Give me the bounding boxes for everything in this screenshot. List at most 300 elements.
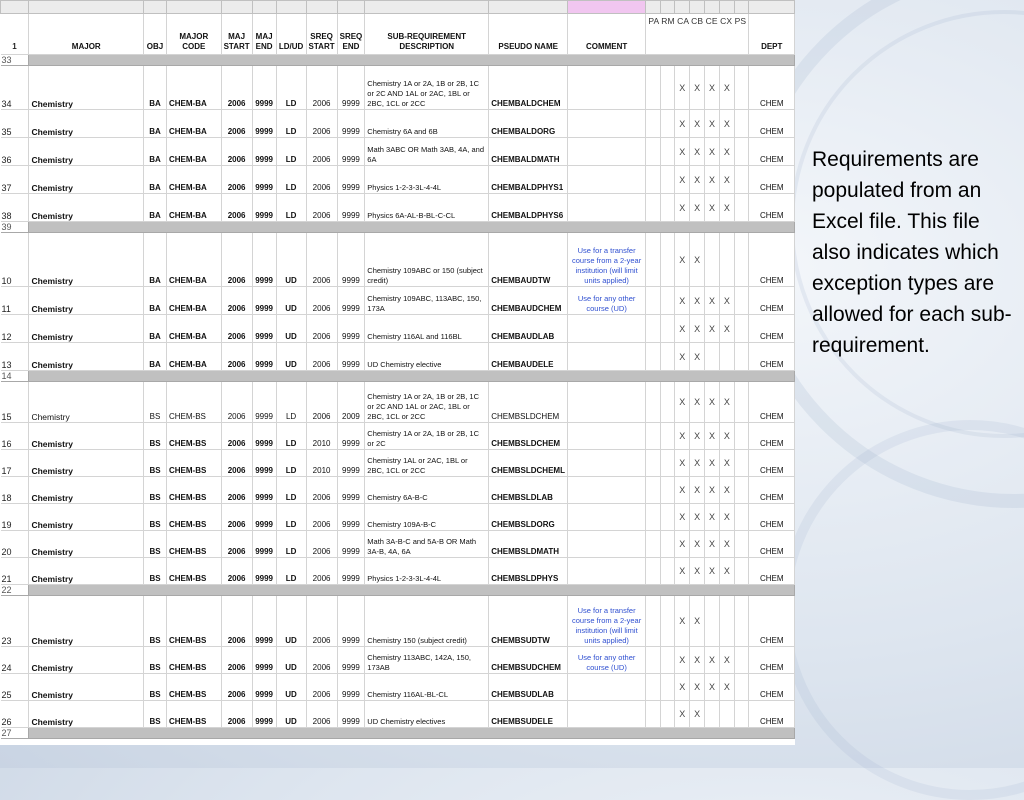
cell-exception-flag[interactable]: X xyxy=(719,674,734,701)
cell-sreq-end[interactable]: 9999 xyxy=(337,647,365,674)
column-letter[interactable] xyxy=(306,1,337,14)
cell-subreq-desc[interactable]: Chemistry 116AL and 116BL xyxy=(365,315,489,343)
cell-ld-ud[interactable]: LD xyxy=(276,423,306,450)
cell-subreq-desc[interactable]: Chemistry 109A-B-C xyxy=(365,504,489,531)
cell-obj[interactable]: BS xyxy=(144,701,167,728)
cell-exception-flag[interactable]: X xyxy=(675,66,690,110)
cell-exception-flag[interactable] xyxy=(646,138,661,166)
cell-exception-flag[interactable]: X xyxy=(719,450,734,477)
cell-sreq-start[interactable]: 2010 xyxy=(306,450,337,477)
header-maj-end[interactable]: MAJ END xyxy=(252,14,276,55)
row-number[interactable]: 27 xyxy=(1,728,29,739)
cell-maj-end[interactable]: 9999 xyxy=(252,66,276,110)
cell-exception-flag[interactable]: X xyxy=(690,166,705,194)
cell-dept[interactable]: CHEM xyxy=(749,166,795,194)
column-letter[interactable] xyxy=(705,1,720,14)
cell-exception-flag[interactable]: X xyxy=(690,138,705,166)
cell-exception-flag[interactable] xyxy=(646,287,661,315)
cell-exception-flag[interactable] xyxy=(719,596,734,647)
cell-comment[interactable] xyxy=(568,674,646,701)
cell-exception-flag[interactable] xyxy=(660,647,675,674)
cell-sreq-start[interactable]: 2006 xyxy=(306,674,337,701)
cell-ld-ud[interactable]: LD xyxy=(276,477,306,504)
cell-comment[interactable] xyxy=(568,343,646,371)
cell-exception-flag[interactable] xyxy=(660,315,675,343)
cell-maj-start[interactable]: 2006 xyxy=(221,66,252,110)
cell-maj-end[interactable]: 9999 xyxy=(252,504,276,531)
cell-exception-flag[interactable] xyxy=(719,701,734,728)
cell-major[interactable]: Chemistry xyxy=(29,504,144,531)
cell-maj-end[interactable]: 9999 xyxy=(252,423,276,450)
cell-exception-flag[interactable] xyxy=(734,504,749,531)
cell-ld-ud[interactable]: LD xyxy=(276,66,306,110)
cell-major-code[interactable]: CHEM-BA xyxy=(166,66,221,110)
cell-exception-flag[interactable] xyxy=(660,382,675,423)
cell-exception-flag[interactable]: X xyxy=(690,194,705,222)
cell-exception-flag[interactable] xyxy=(734,233,749,287)
cell-pseudo-name[interactable]: CHEMBSLDMATH xyxy=(489,531,568,558)
cell-exception-flag[interactable] xyxy=(660,596,675,647)
cell-obj[interactable]: BS xyxy=(144,674,167,701)
cell-exception-flag[interactable] xyxy=(734,450,749,477)
cell-exception-flag[interactable] xyxy=(705,343,720,371)
cell-subreq-desc[interactable]: UD Chemistry electives xyxy=(365,701,489,728)
cell-exception-flag[interactable]: X xyxy=(675,233,690,287)
cell-sreq-end[interactable]: 9999 xyxy=(337,194,365,222)
cell-comment[interactable] xyxy=(568,450,646,477)
cell-exception-flag[interactable]: X xyxy=(690,287,705,315)
cell-maj-start[interactable]: 2006 xyxy=(221,166,252,194)
cell-exception-flag[interactable]: X xyxy=(705,194,720,222)
cell-ld-ud[interactable]: LD xyxy=(276,558,306,585)
row-number[interactable]: 33 xyxy=(1,55,29,66)
cell-major-code[interactable]: CHEM-BS xyxy=(166,531,221,558)
row-number[interactable]: 1 xyxy=(1,14,29,55)
cell-obj[interactable]: BA xyxy=(144,287,167,315)
cell-sreq-end[interactable]: 9999 xyxy=(337,287,365,315)
cell-exception-flag[interactable] xyxy=(734,343,749,371)
column-letter[interactable] xyxy=(660,1,675,14)
header-ld-ud[interactable]: LD/UD xyxy=(276,14,306,55)
cell-exception-flag[interactable]: X xyxy=(705,674,720,701)
cell-dept[interactable]: CHEM xyxy=(749,674,795,701)
cell-exception-flag[interactable] xyxy=(705,596,720,647)
cell-maj-end[interactable]: 9999 xyxy=(252,110,276,138)
cell-major[interactable]: Chemistry xyxy=(29,596,144,647)
cell-pseudo-name[interactable]: CHEMBSUDCHEM xyxy=(489,647,568,674)
cell-exception-flag[interactable] xyxy=(660,194,675,222)
cell-exception-flag[interactable] xyxy=(734,166,749,194)
row-number[interactable]: 38 xyxy=(1,194,29,222)
cell-maj-end[interactable]: 9999 xyxy=(252,382,276,423)
cell-exception-flag[interactable] xyxy=(734,596,749,647)
row-number[interactable]: 19 xyxy=(1,504,29,531)
cell-exception-flag[interactable] xyxy=(734,66,749,110)
header-exception-types[interactable]: PA RM CA CB CE CX PS xyxy=(646,14,749,55)
row-number[interactable]: 10 xyxy=(1,233,29,287)
header-sreq-end[interactable]: SREQ END xyxy=(337,14,365,55)
cell-exception-flag[interactable]: X xyxy=(705,382,720,423)
cell-subreq-desc[interactable]: Chemistry 109ABC, 113ABC, 150, 173A xyxy=(365,287,489,315)
cell-exception-flag[interactable] xyxy=(646,166,661,194)
cell-sreq-start[interactable]: 2006 xyxy=(306,596,337,647)
cell-dept[interactable]: CHEM xyxy=(749,382,795,423)
cell-major-code[interactable]: CHEM-BA xyxy=(166,110,221,138)
cell-maj-start[interactable]: 2006 xyxy=(221,423,252,450)
column-letter[interactable] xyxy=(489,1,568,14)
cell-maj-end[interactable]: 9999 xyxy=(252,450,276,477)
cell-obj[interactable]: BA xyxy=(144,315,167,343)
cell-pseudo-name[interactable]: CHEMBAUDLAB xyxy=(489,315,568,343)
cell-ld-ud[interactable]: UD xyxy=(276,315,306,343)
cell-sreq-end[interactable]: 9999 xyxy=(337,423,365,450)
cell-exception-flag[interactable] xyxy=(660,423,675,450)
cell-exception-flag[interactable]: X xyxy=(675,166,690,194)
cell-dept[interactable]: CHEM xyxy=(749,138,795,166)
cell-ld-ud[interactable]: LD xyxy=(276,382,306,423)
cell-comment[interactable]: Use for a transfer course from a 2-year institution (will limit units applied) xyxy=(568,596,646,647)
cell-major[interactable]: Chemistry xyxy=(29,674,144,701)
cell-major-code[interactable]: CHEM-BS xyxy=(166,504,221,531)
cell-comment[interactable] xyxy=(568,382,646,423)
cell-obj[interactable]: BS xyxy=(144,382,167,423)
cell-sreq-end[interactable]: 9999 xyxy=(337,315,365,343)
cell-pseudo-name[interactable]: CHEMBAUDTW xyxy=(489,233,568,287)
cell-pseudo-name[interactable]: CHEMBSLDCHEM xyxy=(489,423,568,450)
row-number[interactable]: 18 xyxy=(1,477,29,504)
cell-exception-flag[interactable] xyxy=(660,166,675,194)
cell-sreq-start[interactable]: 2010 xyxy=(306,423,337,450)
cell-maj-end[interactable]: 9999 xyxy=(252,701,276,728)
cell-dept[interactable]: CHEM xyxy=(749,110,795,138)
row-number[interactable]: 17 xyxy=(1,450,29,477)
cell-major[interactable]: Chemistry xyxy=(29,194,144,222)
cell-maj-start[interactable]: 2006 xyxy=(221,504,252,531)
cell-exception-flag[interactable]: X xyxy=(690,674,705,701)
column-letter-selected[interactable] xyxy=(568,1,646,14)
cell-dept[interactable]: CHEM xyxy=(749,504,795,531)
cell-exception-flag[interactable] xyxy=(646,382,661,423)
cell-exception-flag[interactable] xyxy=(734,531,749,558)
cell-maj-start[interactable]: 2006 xyxy=(221,315,252,343)
cell-ld-ud[interactable]: LD xyxy=(276,450,306,477)
cell-exception-flag[interactable]: X xyxy=(719,477,734,504)
column-letter[interactable] xyxy=(734,1,749,14)
cell-subreq-desc[interactable]: Math 3A-B-C and 5A-B OR Math 3A-B, 4A, 6A xyxy=(365,531,489,558)
row-number[interactable]: 24 xyxy=(1,647,29,674)
cell-sreq-end[interactable]: 9999 xyxy=(337,110,365,138)
column-letter[interactable] xyxy=(144,1,167,14)
cell-exception-flag[interactable]: X xyxy=(690,343,705,371)
cell-sreq-end[interactable]: 9999 xyxy=(337,701,365,728)
row-number[interactable]: 15 xyxy=(1,382,29,423)
row-number[interactable]: 36 xyxy=(1,138,29,166)
cell-major-code[interactable]: CHEM-BS xyxy=(166,647,221,674)
cell-major-code[interactable]: CHEM-BS xyxy=(166,596,221,647)
cell-exception-flag[interactable] xyxy=(734,674,749,701)
cell-exception-flag[interactable] xyxy=(734,287,749,315)
cell-exception-flag[interactable]: X xyxy=(675,343,690,371)
cell-exception-flag[interactable]: X xyxy=(705,531,720,558)
column-letter[interactable] xyxy=(1,1,29,14)
cell-sreq-end[interactable]: 9999 xyxy=(337,531,365,558)
cell-exception-flag[interactable]: X xyxy=(705,166,720,194)
cell-comment[interactable] xyxy=(568,477,646,504)
cell-exception-flag[interactable]: X xyxy=(690,233,705,287)
cell-exception-flag[interactable] xyxy=(660,343,675,371)
row-number[interactable]: 25 xyxy=(1,674,29,701)
cell-subreq-desc[interactable]: Chemistry 113ABC, 142A, 150, 173AB xyxy=(365,647,489,674)
cell-ld-ud[interactable]: LD xyxy=(276,504,306,531)
cell-comment[interactable] xyxy=(568,423,646,450)
cell-subreq-desc[interactable]: Chemistry 1A or 2A, 1B or 2B, 1C or 2C xyxy=(365,423,489,450)
cell-pseudo-name[interactable]: CHEMBALDCHEM xyxy=(489,66,568,110)
cell-maj-start[interactable]: 2006 xyxy=(221,382,252,423)
cell-sreq-start[interactable]: 2006 xyxy=(306,343,337,371)
cell-sreq-end[interactable]: 9999 xyxy=(337,674,365,701)
cell-maj-end[interactable]: 9999 xyxy=(252,166,276,194)
cell-exception-flag[interactable]: X xyxy=(675,596,690,647)
cell-exception-flag[interactable]: X xyxy=(675,138,690,166)
cell-comment[interactable] xyxy=(568,701,646,728)
cell-exception-flag[interactable] xyxy=(646,343,661,371)
cell-exception-flag[interactable]: X xyxy=(675,647,690,674)
cell-sreq-start[interactable]: 2006 xyxy=(306,531,337,558)
cell-exception-flag[interactable]: X xyxy=(690,477,705,504)
column-letter[interactable] xyxy=(749,1,795,14)
cell-exception-flag[interactable] xyxy=(646,450,661,477)
cell-major[interactable]: Chemistry xyxy=(29,531,144,558)
cell-exception-flag[interactable]: X xyxy=(690,531,705,558)
cell-comment[interactable] xyxy=(568,138,646,166)
cell-dept[interactable]: CHEM xyxy=(749,701,795,728)
cell-exception-flag[interactable]: X xyxy=(705,558,720,585)
cell-major[interactable]: Chemistry xyxy=(29,233,144,287)
cell-exception-flag[interactable]: X xyxy=(705,647,720,674)
cell-exception-flag[interactable]: X xyxy=(705,287,720,315)
row-number[interactable]: 37 xyxy=(1,166,29,194)
cell-comment[interactable]: Use for any other course (UD) xyxy=(568,287,646,315)
cell-dept[interactable]: CHEM xyxy=(749,194,795,222)
header-major-code[interactable]: MAJOR CODE xyxy=(166,14,221,55)
cell-major[interactable]: Chemistry xyxy=(29,558,144,585)
header-maj-start[interactable]: MAJ START xyxy=(221,14,252,55)
cell-comment[interactable] xyxy=(568,531,646,558)
header-major[interactable]: MAJOR xyxy=(29,14,144,55)
column-letter[interactable] xyxy=(675,1,690,14)
cell-major[interactable]: Chemistry xyxy=(29,315,144,343)
cell-comment[interactable] xyxy=(568,558,646,585)
cell-exception-flag[interactable]: X xyxy=(675,701,690,728)
cell-exception-flag[interactable] xyxy=(646,315,661,343)
cell-exception-flag[interactable] xyxy=(660,477,675,504)
cell-major-code[interactable]: CHEM-BA xyxy=(166,194,221,222)
cell-major[interactable]: Chemistry xyxy=(29,66,144,110)
cell-sreq-end[interactable]: 9999 xyxy=(337,558,365,585)
cell-exception-flag[interactable]: X xyxy=(675,382,690,423)
row-number[interactable]: 21 xyxy=(1,558,29,585)
cell-maj-start[interactable]: 2006 xyxy=(221,477,252,504)
cell-exception-flag[interactable] xyxy=(646,233,661,287)
header-pseudo-name[interactable]: PSEUDO NAME xyxy=(489,14,568,55)
cell-dept[interactable]: CHEM xyxy=(749,647,795,674)
cell-obj[interactable]: BA xyxy=(144,166,167,194)
cell-pseudo-name[interactable]: CHEMBALDPHYS1 xyxy=(489,166,568,194)
cell-maj-start[interactable]: 2006 xyxy=(221,558,252,585)
cell-ld-ud[interactable]: UD xyxy=(276,287,306,315)
cell-pseudo-name[interactable]: CHEMBALDMATH xyxy=(489,138,568,166)
cell-dept[interactable]: CHEM xyxy=(749,531,795,558)
cell-pseudo-name[interactable]: CHEMBSLDORG xyxy=(489,504,568,531)
cell-ld-ud[interactable]: UD xyxy=(276,343,306,371)
cell-obj[interactable]: BS xyxy=(144,477,167,504)
cell-exception-flag[interactable] xyxy=(646,477,661,504)
cell-exception-flag[interactable]: X xyxy=(675,558,690,585)
cell-exception-flag[interactable]: X xyxy=(690,315,705,343)
cell-maj-end[interactable]: 9999 xyxy=(252,477,276,504)
cell-obj[interactable]: BA xyxy=(144,110,167,138)
cell-obj[interactable]: BS xyxy=(144,558,167,585)
cell-exception-flag[interactable]: X xyxy=(719,194,734,222)
cell-subreq-desc[interactable]: Physics 1-2-3-3L-4-4L xyxy=(365,558,489,585)
cell-dept[interactable]: CHEM xyxy=(749,233,795,287)
cell-subreq-desc[interactable]: Physics 6A-AL-B-BL-C-CL xyxy=(365,194,489,222)
header-obj[interactable]: OBJ xyxy=(144,14,167,55)
cell-pseudo-name[interactable]: CHEMBSUDELE xyxy=(489,701,568,728)
cell-dept[interactable]: CHEM xyxy=(749,477,795,504)
cell-major[interactable]: Chemistry xyxy=(29,343,144,371)
cell-exception-flag[interactable]: X xyxy=(675,674,690,701)
cell-exception-flag[interactable] xyxy=(660,138,675,166)
cell-sreq-start[interactable]: 2006 xyxy=(306,558,337,585)
cell-exception-flag[interactable]: X xyxy=(719,166,734,194)
cell-exception-flag[interactable] xyxy=(734,110,749,138)
cell-exception-flag[interactable] xyxy=(660,674,675,701)
cell-dept[interactable]: CHEM xyxy=(749,66,795,110)
cell-exception-flag[interactable]: X xyxy=(705,66,720,110)
cell-sreq-end[interactable]: 9999 xyxy=(337,596,365,647)
cell-comment[interactable] xyxy=(568,166,646,194)
cell-ld-ud[interactable]: LD xyxy=(276,531,306,558)
cell-exception-flag[interactable]: X xyxy=(690,558,705,585)
cell-exception-flag[interactable] xyxy=(646,701,661,728)
cell-exception-flag[interactable]: X xyxy=(675,531,690,558)
cell-obj[interactable]: BA xyxy=(144,194,167,222)
cell-exception-flag[interactable]: X xyxy=(690,382,705,423)
cell-exception-flag[interactable]: X xyxy=(705,315,720,343)
row-number[interactable]: 39 xyxy=(1,222,29,233)
cell-sreq-start[interactable]: 2006 xyxy=(306,138,337,166)
cell-ld-ud[interactable]: UD xyxy=(276,701,306,728)
cell-dept[interactable]: CHEM xyxy=(749,596,795,647)
cell-major[interactable]: Chemistry xyxy=(29,450,144,477)
cell-obj[interactable]: BA xyxy=(144,66,167,110)
cell-exception-flag[interactable]: X xyxy=(705,504,720,531)
cell-dept[interactable]: CHEM xyxy=(749,423,795,450)
cell-pseudo-name[interactable]: CHEMBALDPHYS6 xyxy=(489,194,568,222)
column-letter[interactable] xyxy=(276,1,306,14)
cell-major[interactable]: Chemistry xyxy=(29,138,144,166)
cell-exception-flag[interactable] xyxy=(660,287,675,315)
cell-maj-end[interactable]: 9999 xyxy=(252,647,276,674)
cell-sreq-start[interactable]: 2006 xyxy=(306,701,337,728)
cell-obj[interactable]: BA xyxy=(144,138,167,166)
cell-major-code[interactable]: CHEM-BS xyxy=(166,701,221,728)
cell-sreq-end[interactable]: 9999 xyxy=(337,450,365,477)
cell-exception-flag[interactable] xyxy=(660,450,675,477)
column-letter[interactable] xyxy=(690,1,705,14)
cell-pseudo-name[interactable]: CHEMBSLDCHEM xyxy=(489,382,568,423)
cell-exception-flag[interactable] xyxy=(646,194,661,222)
cell-ld-ud[interactable]: LD xyxy=(276,138,306,166)
cell-major[interactable]: Chemistry xyxy=(29,287,144,315)
cell-subreq-desc[interactable]: Chemistry 6A and 6B xyxy=(365,110,489,138)
cell-exception-flag[interactable]: X xyxy=(719,558,734,585)
cell-exception-flag[interactable] xyxy=(646,66,661,110)
cell-exception-flag[interactable]: X xyxy=(719,110,734,138)
row-number[interactable]: 34 xyxy=(1,66,29,110)
cell-sreq-start[interactable]: 2006 xyxy=(306,194,337,222)
cell-major-code[interactable]: CHEM-BA xyxy=(166,233,221,287)
row-number[interactable]: 26 xyxy=(1,701,29,728)
cell-exception-flag[interactable] xyxy=(734,558,749,585)
cell-exception-flag[interactable]: X xyxy=(705,477,720,504)
cell-maj-end[interactable]: 9999 xyxy=(252,674,276,701)
cell-major-code[interactable]: CHEM-BS xyxy=(166,674,221,701)
cell-exception-flag[interactable]: X xyxy=(690,450,705,477)
cell-exception-flag[interactable] xyxy=(646,531,661,558)
cell-subreq-desc[interactable]: UD Chemistry elective xyxy=(365,343,489,371)
row-number[interactable]: 12 xyxy=(1,315,29,343)
cell-exception-flag[interactable] xyxy=(646,504,661,531)
cell-exception-flag[interactable] xyxy=(705,233,720,287)
cell-exception-flag[interactable] xyxy=(734,647,749,674)
cell-major[interactable]: Chemistry xyxy=(29,423,144,450)
cell-obj[interactable]: BS xyxy=(144,423,167,450)
cell-maj-end[interactable]: 9999 xyxy=(252,138,276,166)
cell-maj-end[interactable]: 9999 xyxy=(252,233,276,287)
cell-exception-flag[interactable] xyxy=(734,138,749,166)
cell-exception-flag[interactable] xyxy=(646,558,661,585)
cell-subreq-desc[interactable]: Chemistry 1A or 2A, 1B or 2B, 1C or 2C AND 1AL or 2AC, 1BL or 2BC, 1CL or 2CC xyxy=(365,66,489,110)
cell-major[interactable]: Chemistry xyxy=(29,477,144,504)
cell-maj-start[interactable]: 2006 xyxy=(221,647,252,674)
cell-maj-end[interactable]: 9999 xyxy=(252,343,276,371)
cell-exception-flag[interactable] xyxy=(660,504,675,531)
cell-maj-start[interactable]: 2006 xyxy=(221,596,252,647)
cell-comment[interactable]: Use for any other course (UD) xyxy=(568,647,646,674)
cell-major-code[interactable]: CHEM-BS xyxy=(166,423,221,450)
cell-pseudo-name[interactable]: CHEMBSLDPHYS xyxy=(489,558,568,585)
cell-dept[interactable]: CHEM xyxy=(749,450,795,477)
cell-maj-start[interactable]: 2006 xyxy=(221,531,252,558)
cell-sreq-end[interactable]: 9999 xyxy=(337,343,365,371)
cell-sreq-start[interactable]: 2006 xyxy=(306,287,337,315)
cell-exception-flag[interactable] xyxy=(660,110,675,138)
cell-subreq-desc[interactable]: Chemistry 116AL-BL-CL xyxy=(365,674,489,701)
cell-exception-flag[interactable] xyxy=(646,110,661,138)
cell-exception-flag[interactable] xyxy=(660,558,675,585)
row-number[interactable]: 14 xyxy=(1,371,29,382)
column-letter[interactable] xyxy=(646,1,661,14)
cell-exception-flag[interactable]: X xyxy=(690,66,705,110)
cell-exception-flag[interactable]: X xyxy=(719,315,734,343)
cell-sreq-start[interactable]: 2006 xyxy=(306,110,337,138)
cell-exception-flag[interactable]: X xyxy=(719,66,734,110)
cell-sreq-start[interactable]: 2006 xyxy=(306,477,337,504)
cell-major-code[interactable]: CHEM-BA xyxy=(166,343,221,371)
cell-exception-flag[interactable] xyxy=(734,194,749,222)
